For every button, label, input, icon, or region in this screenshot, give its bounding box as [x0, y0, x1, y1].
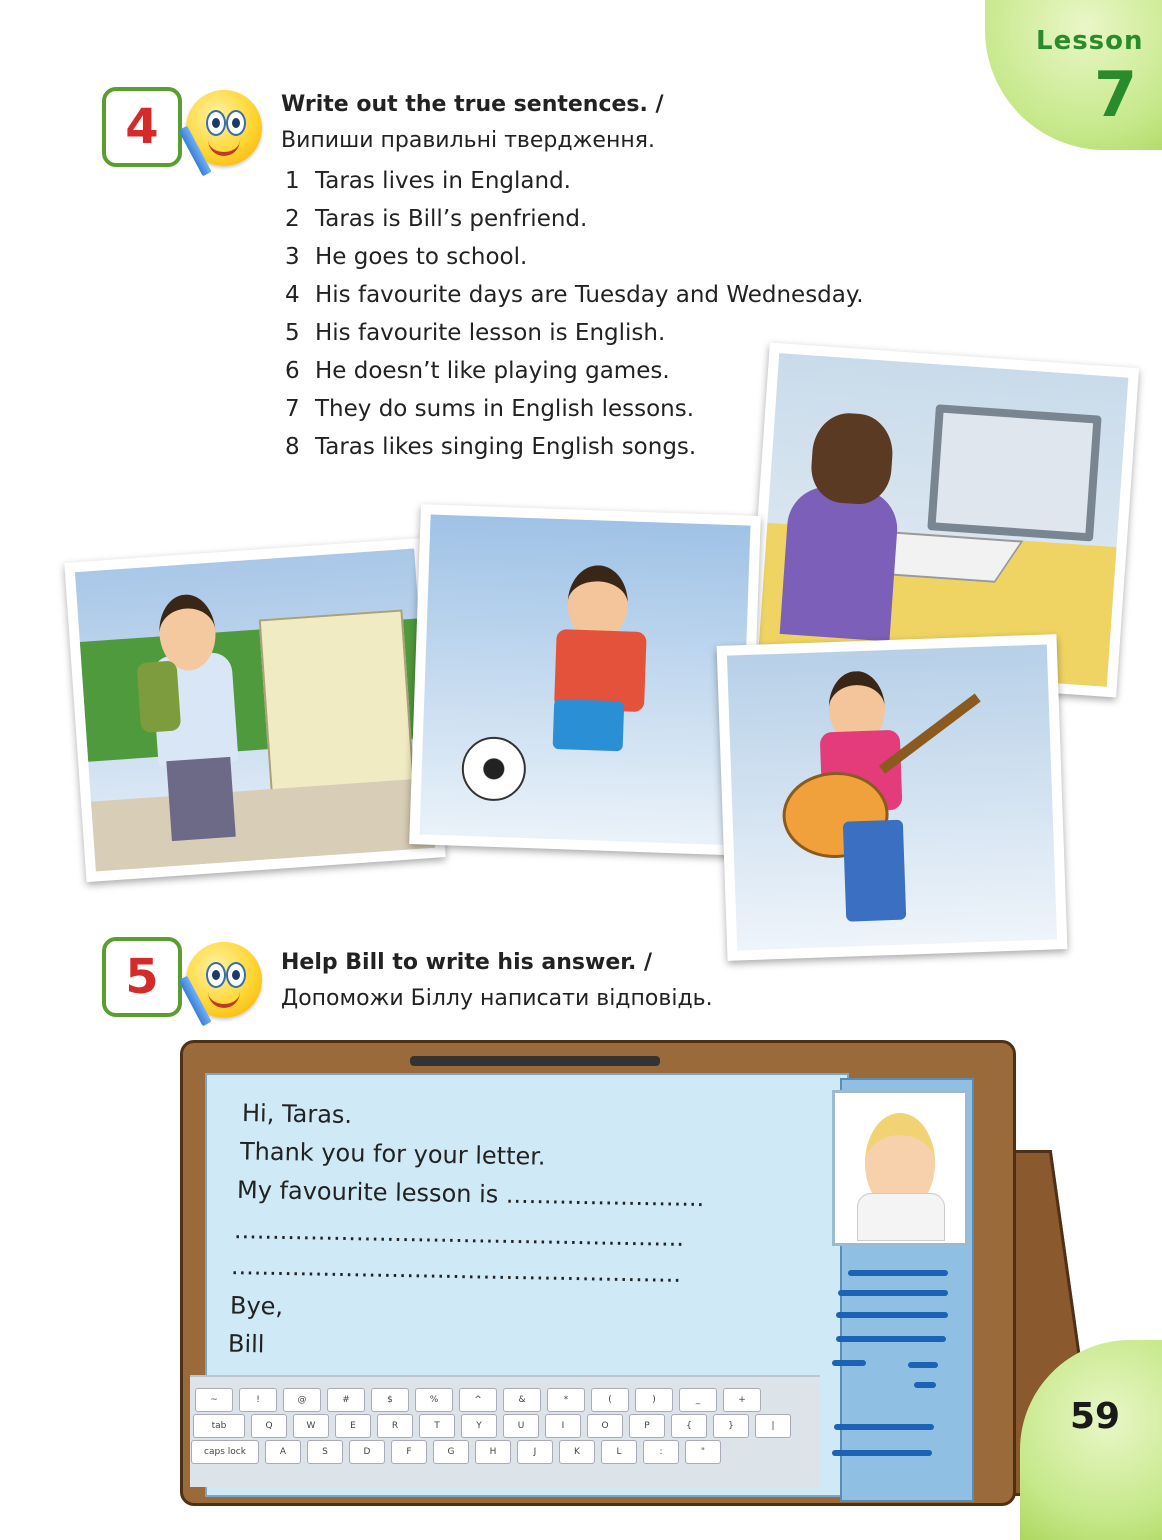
key-char[interactable]: R [377, 1414, 413, 1438]
key-char[interactable]: # [327, 1388, 365, 1412]
letter-blank-line[interactable]: ........................................................... [230, 1252, 682, 1288]
key-char[interactable]: % [415, 1388, 453, 1412]
key-char[interactable]: G [433, 1440, 469, 1464]
sentence-item: 3 He goes to school. [285, 244, 528, 270]
page-number: 59 [1070, 1396, 1121, 1437]
photo-school [64, 538, 445, 882]
sentence-item: 2 Taras is Bill’s penfriend. [285, 206, 588, 232]
key-char[interactable]: K [559, 1440, 595, 1464]
key-char[interactable]: U [503, 1414, 539, 1438]
key-char[interactable]: + [723, 1388, 761, 1412]
key-char[interactable]: $ [371, 1388, 409, 1412]
avatar [832, 1090, 968, 1246]
lesson-number: 7 [1094, 58, 1138, 131]
key-char[interactable]: O [587, 1414, 623, 1438]
backpack-icon [136, 660, 181, 733]
key-char[interactable]: " [685, 1440, 721, 1464]
key-char[interactable]: ! [239, 1388, 277, 1412]
football-icon [461, 736, 527, 802]
text-line [848, 1270, 948, 1276]
letter-line: Thank you for your letter. [239, 1137, 546, 1171]
key-char[interactable]: A [265, 1440, 301, 1464]
letter-signoff: Bye, [229, 1291, 284, 1321]
key-char[interactable]: L [601, 1440, 637, 1464]
key-char[interactable]: F [391, 1440, 427, 1464]
key-char[interactable]: * [547, 1388, 585, 1412]
sentence-item: 8 Taras likes singing English songs. [285, 434, 697, 460]
key-char[interactable]: ) [635, 1388, 673, 1412]
text-line [836, 1336, 946, 1342]
key-char[interactable]: W [293, 1414, 329, 1438]
key-char[interactable]: { [671, 1414, 707, 1438]
key-char[interactable]: Q [251, 1414, 287, 1438]
key-char[interactable]: D [349, 1440, 385, 1464]
tablet-camera-bar [410, 1056, 660, 1066]
lesson-label: Lesson [1036, 26, 1144, 56]
key-char[interactable]: } [713, 1414, 749, 1438]
exercise-4-subtitle: Випиши правильні твердження. [281, 128, 655, 153]
photo-football [409, 504, 761, 856]
text-line [832, 1450, 932, 1456]
photo-guitar [717, 634, 1068, 961]
key-char[interactable]: _ [679, 1388, 717, 1412]
key-char[interactable]: @ [283, 1388, 321, 1412]
key-char[interactable]: H [475, 1440, 511, 1464]
key-char[interactable]: J [517, 1440, 553, 1464]
exercise-5-number: 5 [102, 937, 182, 1017]
exercise-5-subtitle: Допоможи Біллу написати відповідь. [281, 986, 713, 1011]
key-char[interactable]: S [307, 1440, 343, 1464]
sentence-item: 4 His favourite days are Tuesday and Wednesday. [285, 282, 864, 308]
key-char[interactable]: ( [591, 1388, 629, 1412]
key-caps-lock[interactable]: caps lock [191, 1440, 259, 1464]
key-char[interactable]: | [755, 1414, 791, 1438]
exercise-5-title: Help Bill to write his answer. / [281, 950, 653, 975]
key-char[interactable]: ^ [459, 1388, 497, 1412]
key-tab[interactable]: tab [193, 1414, 245, 1438]
text-line [908, 1362, 938, 1368]
sentence-item: 6 He doesn’t like playing games. [285, 358, 670, 384]
exercise-4-number: 4 [102, 87, 182, 167]
text-line [838, 1290, 948, 1296]
school-building-icon [259, 609, 415, 793]
letter-greeting: Hi, Taras. [241, 1099, 353, 1129]
key-char[interactable]: Y [461, 1414, 497, 1438]
text-line [832, 1360, 866, 1366]
key-char[interactable]: & [503, 1388, 541, 1412]
sentence-item: 5 His favourite lesson is English. [285, 320, 666, 346]
monitor-icon [927, 404, 1101, 541]
text-line [834, 1424, 934, 1430]
letter-line[interactable]: My favourite lesson is .......................... [236, 1175, 705, 1213]
text-line [914, 1382, 936, 1388]
key-char[interactable]: P [629, 1414, 665, 1438]
letter-blank-line[interactable]: ........................................................... [233, 1216, 685, 1252]
key-char[interactable]: T [419, 1414, 455, 1438]
key-char[interactable]: ~ [195, 1388, 233, 1412]
key-char[interactable]: : [643, 1440, 679, 1464]
key-char[interactable]: E [335, 1414, 371, 1438]
text-line [836, 1312, 948, 1318]
sentence-item: 1 Taras lives in England. [285, 168, 571, 194]
exercise-4-title: Write out the true sentences. / [281, 92, 664, 117]
key-char[interactable]: I [545, 1414, 581, 1438]
letter-signature: Bill [227, 1329, 265, 1359]
sentence-item: 7 They do sums in English lessons. [285, 396, 695, 422]
